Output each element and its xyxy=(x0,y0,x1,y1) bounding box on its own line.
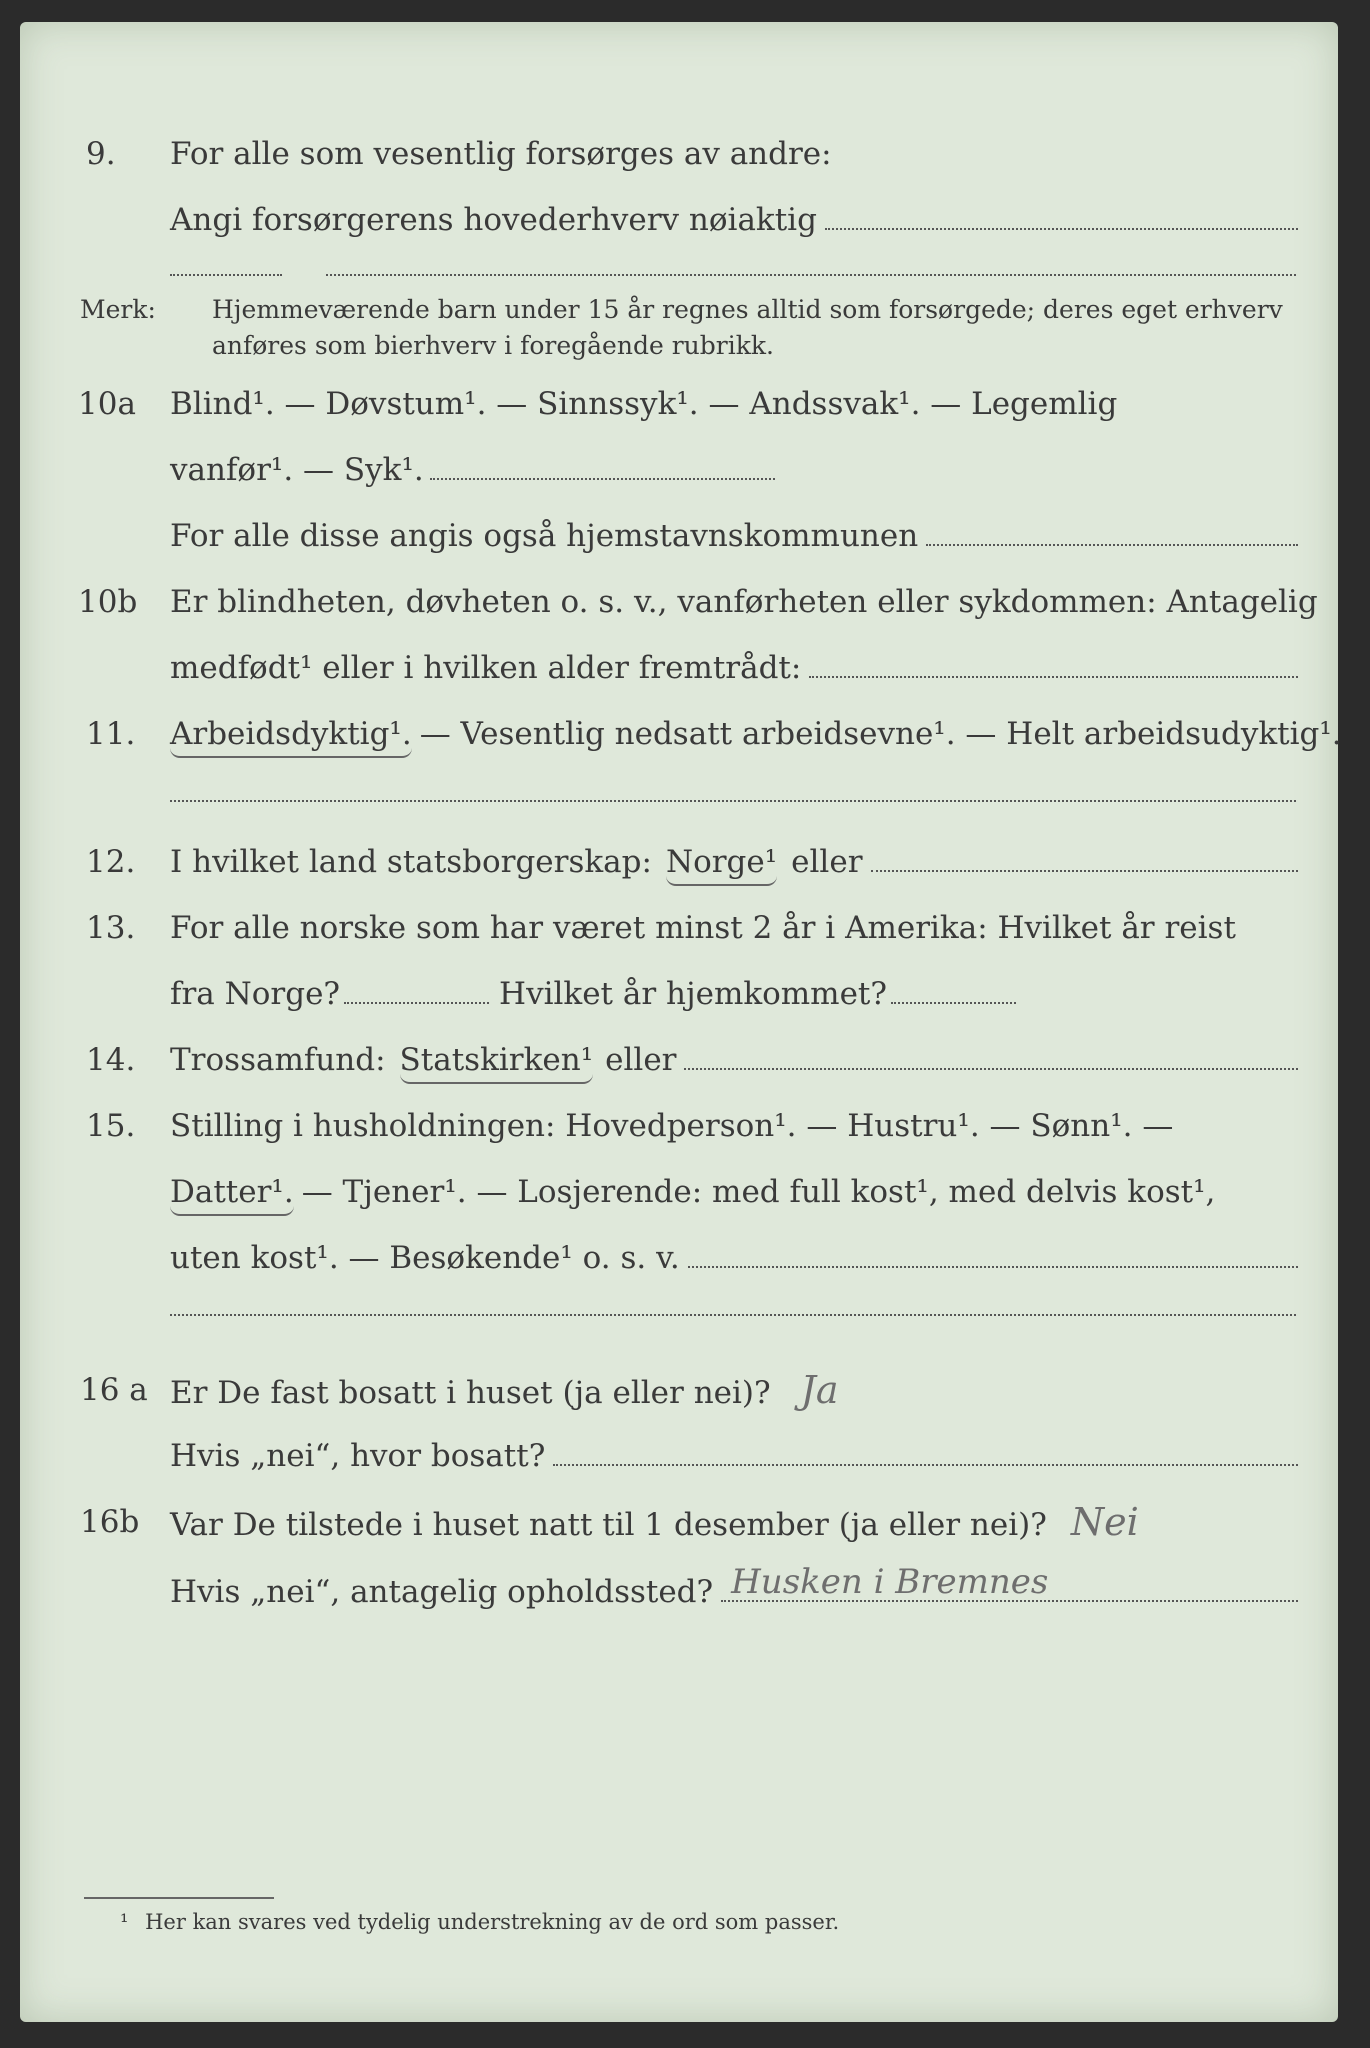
q11-row xyxy=(20,712,1342,756)
q13-hjemkommet-field[interactable] xyxy=(891,972,1016,1004)
footnote-mark: ¹ xyxy=(120,1910,129,1934)
q10a-line-3 xyxy=(170,514,1298,558)
footnote xyxy=(120,1910,839,1934)
q10b-text-2: medfødt¹ eller i hvilken alder fremtrådt: xyxy=(170,650,802,686)
q9-text-2: Angi forsørgerens hovederhverv nøiaktig xyxy=(170,202,817,238)
q15-line-3 xyxy=(170,1236,1298,1280)
q14-text: Trossamfund: xyxy=(170,1042,386,1078)
q10b-line-2 xyxy=(170,646,1298,690)
q11-blank-line[interactable] xyxy=(170,798,1296,802)
q9-row-1 xyxy=(20,132,1338,176)
q10b-row-1 xyxy=(20,580,1338,624)
q14-number: 14. xyxy=(86,1042,136,1078)
q10a-text-1: Blind¹. — Døvstum¹. — Sinnssyk¹. — Andssvak¹. — Legemlig xyxy=(170,386,1118,422)
q9-blank-line-b[interactable] xyxy=(326,272,1296,276)
q12-option-norge[interactable]: Norge¹ xyxy=(666,840,777,886)
q16a-row-1 xyxy=(20,1368,1338,1412)
q13-line-2 xyxy=(170,972,1298,1016)
q10b-number: 10b xyxy=(78,584,138,620)
q15-text-2: — Tjener¹. — Losjerende: med full kost¹, med delvis kost¹, xyxy=(301,1174,1216,1210)
q9-number: 9. xyxy=(86,136,116,172)
q10a-row-3 xyxy=(20,514,1338,558)
q9-text-1: For alle som vesentlig forsørges av andre: xyxy=(170,136,832,172)
q15-row-2 xyxy=(20,1170,1338,1214)
q9-line-2 xyxy=(170,198,1298,242)
q13-text-1: For alle norske som har været minst 2 år i Amerika: Hvilket år reist xyxy=(170,910,1236,946)
q12-text-eller: eller xyxy=(791,844,863,880)
q14-answer-field[interactable] xyxy=(684,1038,1298,1070)
q13-row-2 xyxy=(20,972,1338,1016)
q10a-syk-field[interactable] xyxy=(430,448,775,480)
q10a-number: 10a xyxy=(78,386,136,422)
merk-text: Hjemmeværende barn under 15 år regnes alltid som forsørgede; deres eget erhverv anføres som bierhverv i foregående rubrikk. xyxy=(212,295,1283,360)
q10a-text-3: For alle disse angis også hjemstavnskommunen xyxy=(170,518,919,554)
q16b-text-1: Var De tilstede i huset natt til 1 desember (ja eller nei)? xyxy=(170,1507,1047,1543)
q11-text-rest: — Vesentlig nedsatt arbeidsevne¹. — Helt arbeidsudyktig¹. xyxy=(419,716,1342,752)
q13-text-hjemkommet: Hvilket år hjemkommet? xyxy=(499,976,888,1012)
q13-text-reist: fra Norge? xyxy=(170,976,341,1012)
q14-row xyxy=(20,1038,1338,1082)
q11-line xyxy=(170,712,1342,758)
q16b-row-2 xyxy=(20,1562,1338,1610)
q10b-text-1: Er blindheten, døvheten o. s. v., vanførheten eller sykdommen: Antagelig xyxy=(170,584,1318,620)
q9-answer-field[interactable] xyxy=(825,198,1298,230)
q11-option-arbeidsdyktig[interactable]: Arbeidsdyktig¹. xyxy=(170,712,412,758)
q15-answer-field[interactable] xyxy=(688,1236,1298,1268)
census-form-page xyxy=(20,22,1342,2022)
q16b-line-2 xyxy=(170,1562,1298,1614)
q16a-text-2: Hvis „nei“, hvor bosatt? xyxy=(170,1438,546,1474)
q10b-row-2 xyxy=(20,646,1338,690)
q16a-handwritten-answer: Ja xyxy=(800,1368,839,1412)
q16b-handwritten-place: Husken i Bremnes xyxy=(731,1562,1049,1602)
q15-option-datter[interactable]: Datter¹. xyxy=(170,1170,294,1216)
merk-label: Merk: xyxy=(80,295,156,324)
q16b-row-1 xyxy=(20,1500,1338,1544)
q11-number: 11. xyxy=(86,716,136,752)
q13-number: 13. xyxy=(86,910,136,946)
footnote-rule xyxy=(84,1897,274,1899)
q10a-kommune-field[interactable] xyxy=(926,514,1298,546)
q10b-answer-field[interactable] xyxy=(809,646,1298,678)
q12-line xyxy=(170,840,1298,886)
q10a-row-2 xyxy=(20,448,1338,492)
q10a-text-2: vanfør¹. — Syk¹. xyxy=(170,452,424,488)
q12-text: I hvilket land statsborgerskap: xyxy=(170,844,652,880)
q16a-row-2 xyxy=(20,1434,1338,1478)
q16b-answer-field[interactable] xyxy=(721,1562,1298,1602)
q9-blank-line-a[interactable] xyxy=(170,272,282,276)
q15-text-3: uten kost¹. — Besøkende¹ o. s. v. xyxy=(170,1240,680,1276)
q16b-handwritten-answer: Nei xyxy=(1070,1500,1139,1544)
q15-row-3 xyxy=(20,1236,1338,1280)
q10a-row-1 xyxy=(20,382,1338,426)
q12-number: 12. xyxy=(86,844,136,880)
q12-row xyxy=(20,840,1338,884)
q15-row-1 xyxy=(20,1104,1338,1148)
q14-text-eller: eller xyxy=(605,1042,677,1078)
q12-answer-field[interactable] xyxy=(871,840,1298,872)
q15-number: 15. xyxy=(86,1108,136,1144)
q13-row-1 xyxy=(20,906,1338,950)
q16a-line-2 xyxy=(170,1434,1298,1478)
q15-line-2 xyxy=(170,1170,1298,1216)
q9-row-2 xyxy=(20,198,1338,242)
q16a-answer-field[interactable] xyxy=(553,1434,1298,1466)
q16a-number: 16 a xyxy=(80,1372,148,1408)
q15-text-1: Stilling i husholdningen: Hovedperson¹. — Hustru¹. — Sønn¹. — xyxy=(170,1108,1174,1144)
q16a-text-1: Er De fast bosatt i huset (ja eller nei)? xyxy=(170,1375,771,1411)
q16b-text-2: Hvis „nei“, antagelig opholdssted? xyxy=(170,1574,714,1610)
q14-option-statskirken[interactable]: Statskirken¹ xyxy=(400,1038,594,1084)
q16a-line-1 xyxy=(170,1368,1298,1415)
q16b-number: 16b xyxy=(80,1504,140,1540)
q16b-line-1 xyxy=(170,1500,1298,1547)
q15-blank-line[interactable] xyxy=(170,1312,1296,1316)
q13-reist-field[interactable] xyxy=(344,972,489,1004)
q14-line xyxy=(170,1038,1298,1084)
footnote-text: Her kan svares ved tydelig understrekning av de ord som passer. xyxy=(145,1910,840,1934)
q10a-line-2 xyxy=(170,448,1298,492)
